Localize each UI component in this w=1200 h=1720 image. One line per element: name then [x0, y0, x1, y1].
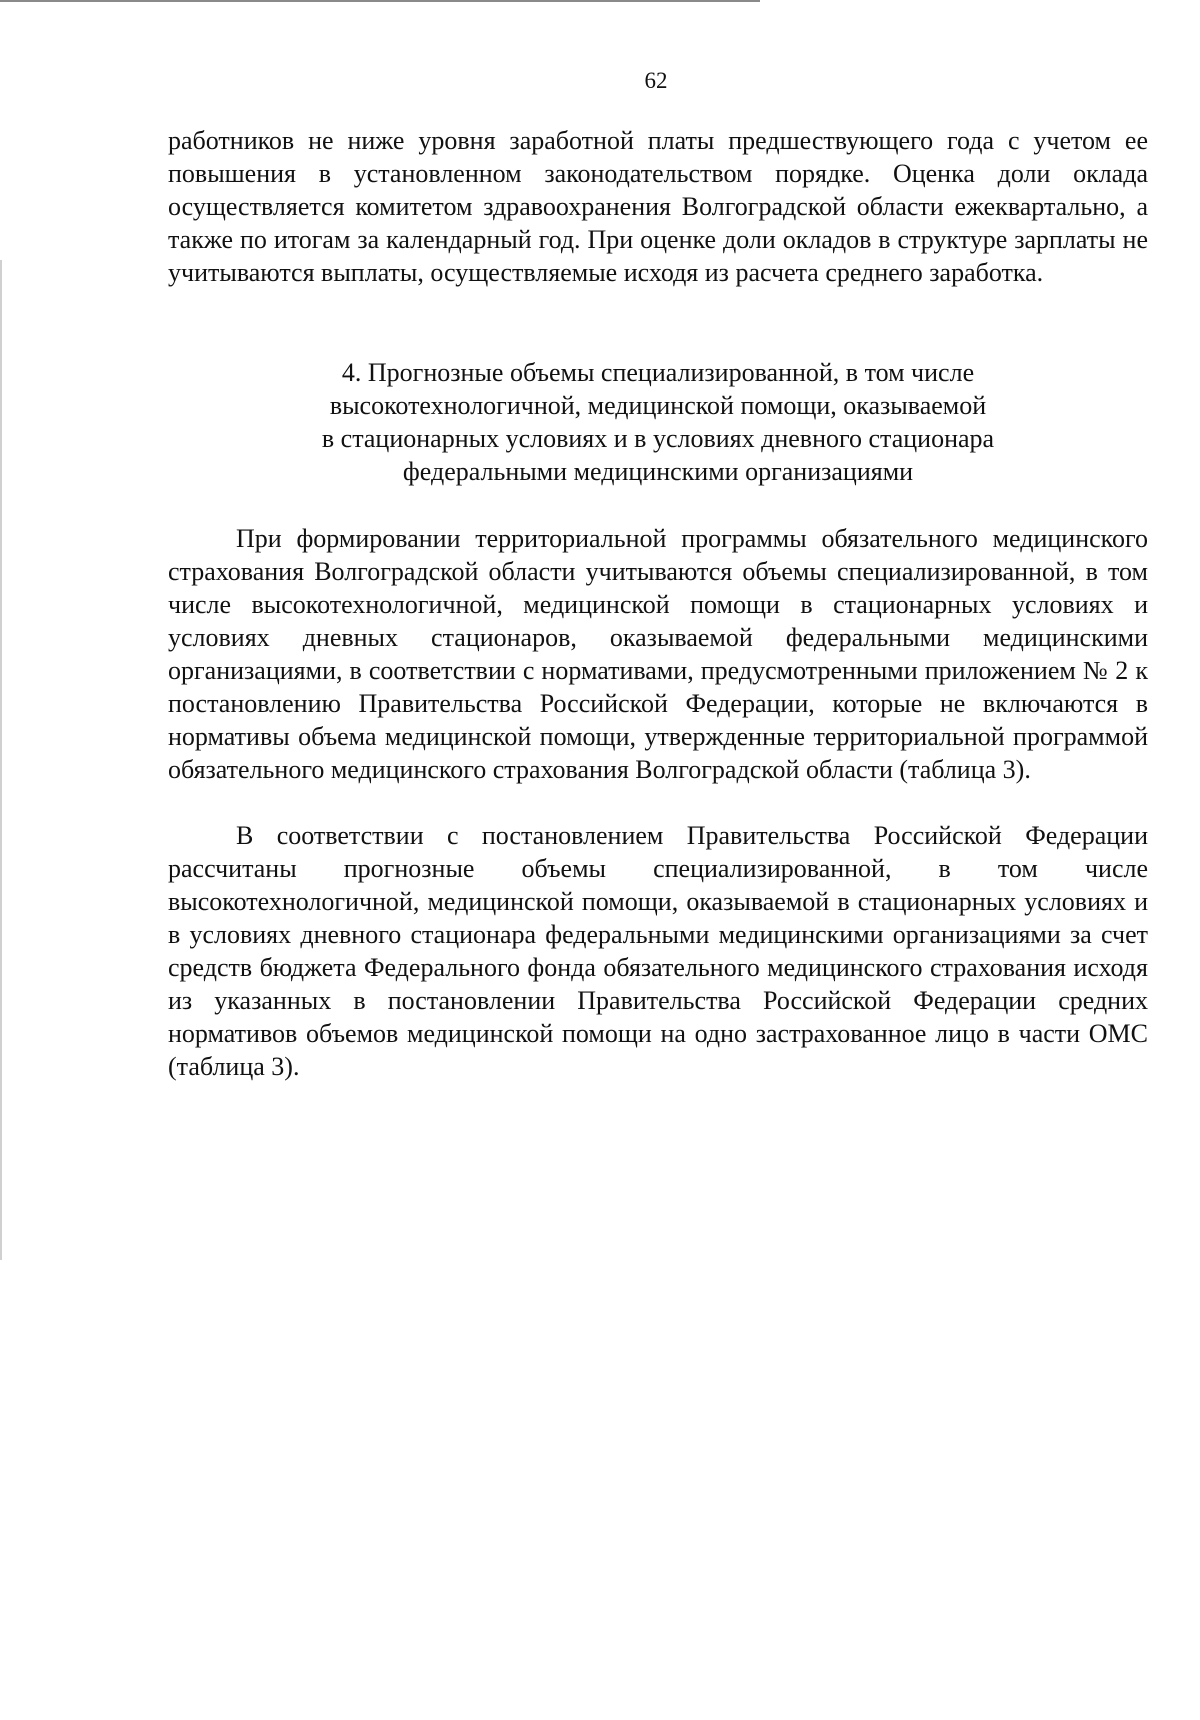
paragraph-continuation: работников не ниже уровня заработной платы предшествующего года с учетом ее повышения в установленном законодательством порядке. Оценка доли оклада осуществляется комитетом здравоохранения Волгоградской области ежеквартально, а также по итогам за календарный год. При оценке доли окладов в структуре зарплаты не учитываются выплаты, осуществляемые исходя из расчета среднего заработка. [168, 126, 1148, 287]
scan-top-edge [0, 0, 760, 2]
page-number: 62 [644, 68, 668, 93]
paragraph-calculation: В соответствии с постановлением Правительства Российской Федерации рассчитаны прогнозные объемы специализированной, в том числе высокотехнологичной, медицинской помощи, оказываемой в стационарных условиях и в условиях дневного стационара федеральными медицинскими организациями за счет средств бюджета Федерального фонда обязательного медицинского страхования исходя из указанных в постановлении Правительства Российской Федерации средних нормативов объемов медицинской помощи на одно застрахованное лицо в части ОМС (таблица 3). [168, 821, 1148, 1081]
paragraph-formation: При формировании территориальной программы обязательного медицинского страхования Волгоградской области учитываются объемы специализированной, в том числе высокотехнологичной, медицинской помощи в стационарных условиях и условиях дневных стационаров, оказываемой федеральными медицинскими организациями, в соответствии с нормативами, предусмотренными приложением № 2 к постановлению Правительства Российской Федерации, которые не включаются в нормативы объема медицинской помощи, утвержденные территориальной программой обязательного медицинского страхования Волгоградской области (таблица 3). [168, 524, 1148, 784]
scan-left-edge [0, 260, 2, 1260]
section-heading: 4. Прогнозные объемы специализированной, в том числе высокотехнологичной, медицинской помощи, оказываемой в стационарных условиях и в условиях дневного стационара федеральными медицинскими организациями [321, 358, 995, 486]
